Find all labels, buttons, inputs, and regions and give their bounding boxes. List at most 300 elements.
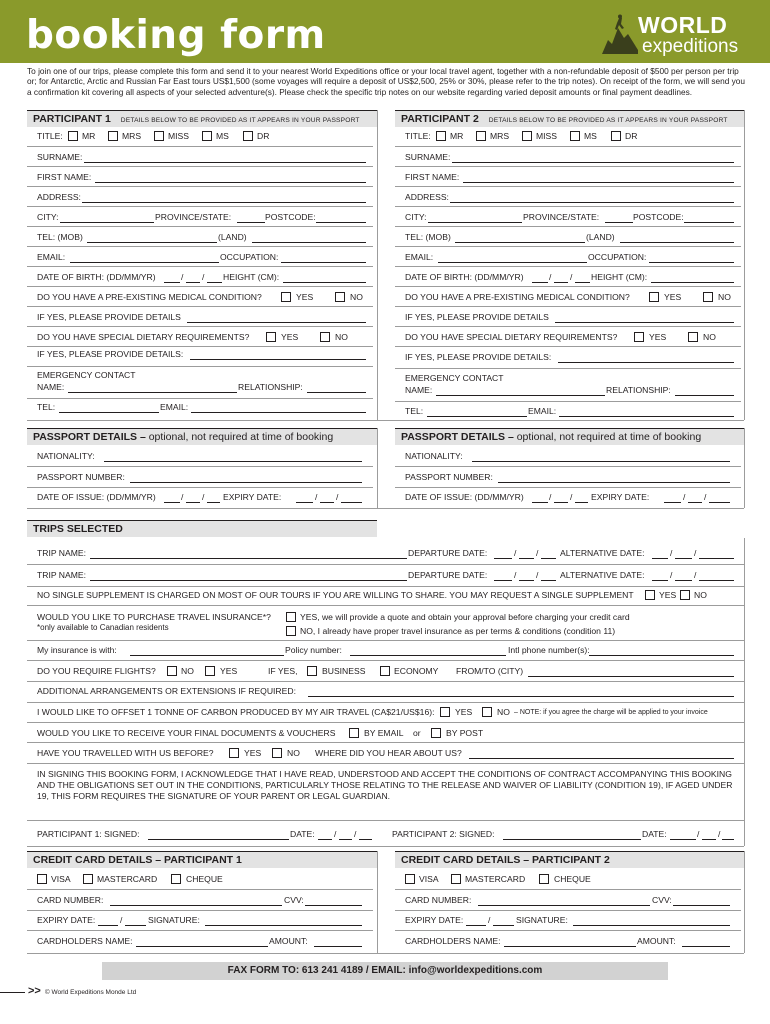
p2-cheque-checkbox[interactable]	[539, 874, 549, 884]
footer-rule	[0, 992, 25, 993]
field-label: ECONOMY	[394, 666, 439, 676]
row-divider	[395, 186, 741, 187]
field-label: /	[694, 570, 697, 580]
write-line[interactable]	[699, 558, 734, 559]
field-label: IF YES,	[268, 666, 298, 676]
field-label: DEPARTURE DATE:	[408, 548, 488, 558]
write-line[interactable]	[670, 839, 696, 840]
row-divider	[27, 930, 373, 931]
field-label: DATE OF BIRTH: (DD/MM/YR)	[37, 272, 156, 282]
field-label: /	[334, 829, 337, 839]
field-label: DEPARTURE DATE:	[408, 570, 488, 580]
row-divider	[27, 206, 373, 207]
field-label: NO	[335, 332, 348, 342]
field-label: YES	[659, 590, 677, 600]
write-line[interactable]	[455, 242, 585, 243]
write-line[interactable]	[59, 412, 159, 413]
field-label: NO	[350, 292, 363, 302]
write-line[interactable]	[532, 502, 548, 503]
trip-name-line-1[interactable]	[90, 558, 407, 559]
field-label: EXPIRY DATE:	[223, 492, 282, 502]
travelled-yes-checkbox[interactable]	[229, 748, 239, 758]
row-divider	[27, 266, 373, 267]
write-line[interactable]	[575, 282, 590, 283]
p1-diet-no-checkbox[interactable]	[320, 332, 330, 342]
business-checkbox[interactable]	[307, 666, 317, 676]
field-label: WOULD YOU LIKE TO RECEIVE YOUR FINAL DOCUMENTS & VOUCHERS	[37, 728, 336, 738]
field-label: (LAND)	[586, 232, 615, 242]
field-label: MISS	[168, 131, 190, 141]
row-divider	[395, 326, 741, 327]
write-line[interactable]	[70, 262, 219, 263]
logo-expeditions: expeditions	[642, 36, 739, 57]
p1-miss-checkbox[interactable]	[154, 131, 164, 141]
field-label: DO YOU HAVE SPECIAL DIETARY REQUIREMENTS?	[405, 332, 618, 342]
write-line[interactable]	[428, 222, 522, 223]
field-label: HEIGHT (CM):	[223, 272, 280, 282]
p1-mr-checkbox[interactable]	[68, 131, 78, 141]
field-label: IF YES, PLEASE PROVIDE DETAILS:	[405, 352, 552, 362]
p2-mastercard-checkbox[interactable]	[451, 874, 461, 884]
row-divider	[27, 246, 373, 247]
field-label: EMAIL:	[37, 252, 66, 262]
p2-signature-line[interactable]	[573, 925, 730, 926]
write-line[interactable]	[191, 412, 366, 413]
write-line[interactable]	[68, 392, 237, 393]
row-divider	[27, 564, 744, 565]
write-line[interactable]	[436, 395, 605, 396]
economy-checkbox[interactable]	[380, 666, 390, 676]
write-line[interactable]	[320, 502, 334, 503]
field-label: FROM/TO (CITY)	[456, 666, 524, 676]
field-label: SIGNATURE:	[516, 915, 568, 925]
field-label: CARD NUMBER:	[405, 895, 472, 905]
field-label: TEL: (MOB)	[405, 232, 451, 242]
field-label: /	[181, 272, 184, 282]
field-label: BY POST	[446, 728, 484, 738]
participant-heading: PARTICIPANT 1	[33, 113, 111, 125]
row-divider	[395, 346, 741, 347]
write-line[interactable]	[494, 558, 512, 559]
hear-about-us-line[interactable]	[469, 758, 734, 759]
p2-cardholder-line[interactable]	[504, 946, 636, 947]
p2-medical-yes-checkbox[interactable]	[649, 292, 659, 302]
intl-phone-line[interactable]	[589, 655, 734, 656]
field-label: EMAIL:	[528, 406, 557, 416]
field-label: ADDITIONAL ARRANGEMENTS OR EXTENSIONS IF REQUIRED:	[37, 686, 296, 696]
row-divider	[27, 146, 373, 147]
credit-heading: CREDIT CARD DETAILS – PARTICIPANT 1	[33, 854, 242, 866]
intro-text: To join one of our trips, please complete this form and send it to your nearest World Expeditions office or your local travel agent, together with a non-refundable deposit of $500 per person per trip or; for Antarctic, Arctic and Russian Far East tours US$1,500 (some voyages will require a deposit of US$2,500, 25% or 30%, please refer to the trip notes). On receipt of the form, we will send you a confirmation kit covering all aspects of your selected adventure(s). Please check the specific trip notes on our website regarding varied deposit amounts or final payment deadlines.	[27, 66, 746, 97]
row-divider	[27, 166, 373, 167]
field-label: IF YES, PLEASE PROVIDE DETAILS	[37, 312, 181, 322]
p1-title-label: TITLE:	[37, 131, 63, 141]
field-label: NAME:	[405, 385, 433, 395]
docs-post-checkbox[interactable]	[431, 728, 441, 738]
p2-surname-line[interactable]	[452, 162, 734, 163]
p1-mastercard-checkbox[interactable]	[83, 874, 93, 884]
p1-card-number-line[interactable]	[110, 905, 282, 906]
p2-ms-checkbox[interactable]	[570, 131, 580, 141]
write-line[interactable]	[98, 925, 118, 926]
field-label: TEL: (MOB)	[37, 232, 83, 242]
field-label: NATIONALITY:	[37, 451, 95, 461]
write-line[interactable]	[296, 502, 313, 503]
p2-passport-number-line[interactable]	[498, 482, 730, 483]
write-line[interactable]	[359, 839, 372, 840]
p1-mrs-checkbox[interactable]	[108, 131, 118, 141]
column-divider	[377, 110, 378, 420]
trip-name-line-2[interactable]	[90, 580, 407, 581]
field-label: PARTICIPANT 1: SIGNED:	[37, 829, 140, 839]
row-divider	[27, 640, 744, 641]
passport-heading: PASSPORT DETAILS –	[401, 431, 517, 443]
footer-arrows: >>	[28, 985, 41, 997]
field-label: /	[683, 492, 686, 502]
field-label: FIRST NAME:	[37, 172, 92, 182]
insurance-company-line[interactable]	[130, 655, 284, 656]
field-label: /	[514, 548, 517, 558]
p1-cardholder-line[interactable]	[136, 946, 268, 947]
logo-world: WORLD	[638, 12, 728, 38]
field-label: or	[413, 728, 421, 738]
p1-medical-yes-checkbox[interactable]	[281, 292, 291, 302]
row-divider	[395, 166, 741, 167]
field-label: EXPIRY DATE:	[37, 915, 96, 925]
field-label: WHERE DID YOU HEAR ABOUT US?	[315, 748, 462, 758]
write-line[interactable]	[519, 558, 534, 559]
write-line[interactable]	[699, 580, 734, 581]
write-line[interactable]	[125, 925, 146, 926]
field-label: PASSPORT NUMBER:	[37, 472, 125, 482]
write-line[interactable]	[87, 242, 217, 243]
docs-email-checkbox[interactable]	[349, 728, 359, 738]
field-label: DR	[257, 131, 270, 141]
field-label: MR	[450, 131, 464, 141]
p1-cvv-line[interactable]	[305, 905, 362, 906]
write-line[interactable]	[190, 359, 366, 360]
field-label: /	[488, 915, 491, 925]
row-divider	[395, 226, 741, 227]
write-line[interactable]	[675, 558, 692, 559]
field-label: HAVE YOU TRAVELLED WITH US BEFORE?	[37, 748, 214, 758]
field-label: NO	[694, 590, 707, 600]
write-line[interactable]	[207, 502, 220, 503]
write-line[interactable]	[620, 242, 734, 243]
column-divider	[377, 428, 378, 508]
p2-card-number-line[interactable]	[478, 905, 650, 906]
write-line[interactable]	[652, 558, 668, 559]
field-label: FIRST NAME:	[405, 172, 460, 182]
p1-signature-line[interactable]	[205, 925, 362, 926]
row-divider	[27, 702, 744, 703]
write-line[interactable]	[651, 282, 734, 283]
participant-heading: PARTICIPANT 2	[401, 113, 479, 125]
p1-cheque-checkbox[interactable]	[171, 874, 181, 884]
field-label: /	[670, 548, 673, 558]
field-label: YES	[664, 292, 682, 302]
p2-mr-checkbox[interactable]	[436, 131, 446, 141]
p1-signature-line[interactable]	[148, 839, 289, 840]
p2-miss-checkbox[interactable]	[522, 131, 532, 141]
p1-diet-yes-checkbox[interactable]	[266, 332, 276, 342]
field-label: EXPIRY DATE:	[591, 492, 650, 502]
field-label: YES, we will provide a quote and obtain your approval before charging your credit card	[300, 612, 630, 622]
field-label: DATE:	[642, 829, 667, 839]
field-label: /	[549, 272, 552, 282]
mountain-climber-icon	[602, 14, 638, 54]
row-divider	[27, 346, 373, 347]
row-divider	[395, 306, 741, 307]
write-line[interactable]	[187, 322, 366, 323]
p2-mrs-checkbox[interactable]	[476, 131, 486, 141]
write-line[interactable]	[186, 502, 200, 503]
write-line[interactable]	[684, 222, 734, 223]
field-label: ADDRESS:	[37, 192, 81, 202]
p2-dr-checkbox[interactable]	[611, 131, 621, 141]
write-line[interactable]	[318, 839, 332, 840]
row-divider	[395, 286, 741, 287]
field-label: – NOTE: if you agree the charge will be applied to your invoice	[514, 709, 708, 716]
field-label: SURNAME:	[405, 152, 451, 162]
p1-address-line[interactable]	[82, 202, 366, 203]
row-divider	[27, 398, 373, 399]
p1-ms-checkbox[interactable]	[202, 131, 212, 141]
write-line[interactable]	[307, 392, 366, 393]
write-line[interactable]	[164, 282, 180, 283]
p1-dr-checkbox[interactable]	[243, 131, 253, 141]
p2-amount-line[interactable]	[682, 946, 730, 947]
write-line[interactable]	[541, 580, 556, 581]
write-line[interactable]	[438, 262, 587, 263]
field-label: DATE:	[290, 829, 315, 839]
row-divider	[27, 508, 744, 509]
field-label: PROVINCE/STATE:	[523, 212, 600, 222]
field-label: RELATIONSHIP:	[238, 382, 303, 392]
fax-banner: FAX FORM TO: 613 241 4189 / EMAIL: info@worldexpeditions.com	[102, 962, 668, 980]
insurance-no-checkbox[interactable]	[286, 626, 296, 636]
p2-signature-line[interactable]	[503, 839, 641, 840]
field-label: MASTERCARD	[465, 874, 526, 884]
p1-passport-section	[27, 428, 377, 445]
field-label: /	[536, 548, 539, 558]
p2-visa-checkbox[interactable]	[405, 874, 415, 884]
field-label: NAME:	[37, 382, 65, 392]
row-divider	[27, 660, 744, 661]
p1-medical-no-checkbox[interactable]	[335, 292, 345, 302]
row-divider	[27, 487, 373, 488]
write-line[interactable]	[60, 222, 154, 223]
field-label: ALTERNATIVE DATE:	[560, 548, 645, 558]
row-divider	[395, 401, 741, 402]
write-line[interactable]	[605, 222, 633, 223]
field-label: NO SINGLE SUPPLEMENT IS CHARGED ON MOST OF OUR TOURS IF YOU ARE WILLING TO SHARE. YOU MAY REQUEST A SINGLE SUPPLEMENT	[37, 590, 634, 600]
row-divider	[27, 586, 744, 587]
write-line[interactable]	[709, 502, 730, 503]
write-line[interactable]	[675, 580, 692, 581]
field-label: BUSINESS	[322, 666, 366, 676]
write-line[interactable]	[164, 502, 180, 503]
field-label: DATE OF BIRTH: (DD/MM/YR)	[405, 272, 524, 282]
field-label: DO YOU REQUIRE FLIGHTS?	[37, 666, 156, 676]
from-to-line[interactable]	[528, 676, 734, 677]
field-label: SURNAME:	[37, 152, 83, 162]
write-line[interactable]	[494, 580, 512, 581]
write-line[interactable]	[559, 416, 734, 417]
write-line[interactable]	[702, 839, 716, 840]
row-divider	[27, 846, 744, 847]
field-label: DO YOU HAVE SPECIAL DIETARY REQUIREMENTS?	[37, 332, 250, 342]
field-label: DO YOU HAVE A PRE-EXISTING MEDICAL CONDITION?	[37, 292, 262, 302]
write-line[interactable]	[688, 502, 702, 503]
p1-surname-line[interactable]	[84, 162, 366, 163]
write-line[interactable]	[466, 925, 486, 926]
write-line[interactable]	[252, 242, 366, 243]
field-label: MR	[82, 131, 96, 141]
p2-medical-no-checkbox[interactable]	[703, 292, 713, 302]
p2-diet-yes-checkbox[interactable]	[634, 332, 644, 342]
travelled-no-checkbox[interactable]	[272, 748, 282, 758]
p1-visa-checkbox[interactable]	[37, 874, 47, 884]
field-label: NO	[287, 748, 300, 758]
row-divider	[27, 910, 373, 911]
field-label: YES	[649, 332, 667, 342]
field-label: CHEQUE	[554, 874, 591, 884]
field-label: CITY:	[37, 212, 59, 222]
p2-first-name-line[interactable]	[463, 182, 734, 183]
row-divider	[27, 466, 373, 467]
field-label: NO, I already have proper travel insurance as per terms & conditions (condition 11)	[300, 626, 616, 636]
row-divider	[395, 930, 741, 931]
passport-note: DETAILS BELOW TO BE PROVIDED AS IT APPEARS IN YOUR PASSPORT	[120, 117, 360, 124]
write-line[interactable]	[186, 282, 200, 283]
write-line[interactable]	[554, 502, 568, 503]
p2-title-label: TITLE:	[405, 131, 431, 141]
field-label: YES	[296, 292, 314, 302]
policy-number-line[interactable]	[350, 655, 506, 656]
p2-address-line[interactable]	[450, 202, 734, 203]
trips-heading: TRIPS SELECTED	[33, 523, 123, 535]
write-line[interactable]	[283, 282, 366, 283]
field-label: PROVINCE/STATE:	[155, 212, 232, 222]
row-divider	[395, 266, 741, 267]
write-line[interactable]	[664, 502, 681, 503]
write-line[interactable]	[532, 282, 548, 283]
write-line[interactable]	[675, 395, 734, 396]
column-divider	[744, 851, 745, 953]
column-divider	[744, 538, 745, 846]
row-divider	[27, 366, 373, 367]
write-line[interactable]	[427, 416, 527, 417]
write-line[interactable]	[341, 502, 362, 503]
write-line[interactable]	[554, 282, 568, 283]
additional-arrangements-line[interactable]	[308, 696, 734, 697]
single-supplement-no-checkbox[interactable]	[680, 590, 690, 600]
field-label: CARDHOLDERS NAME:	[37, 936, 133, 946]
write-line[interactable]	[575, 502, 588, 503]
write-line[interactable]	[652, 580, 668, 581]
insurance-yes-checkbox[interactable]	[286, 612, 296, 622]
field-label: TRIP NAME:	[37, 570, 87, 580]
p2-diet-no-checkbox[interactable]	[688, 332, 698, 342]
field-label: HEIGHT (CM):	[591, 272, 648, 282]
field-label: *only available to Canadian residents	[37, 623, 169, 632]
field-label: VISA	[419, 874, 439, 884]
write-line[interactable]	[281, 262, 366, 263]
row-divider	[27, 605, 744, 606]
field-label: MS	[216, 131, 229, 141]
page-title: booking form	[26, 13, 326, 58]
flights-yes-checkbox[interactable]	[205, 666, 215, 676]
field-label: MRS	[490, 131, 510, 141]
write-line[interactable]	[558, 362, 734, 363]
p2-nationality-line[interactable]	[472, 461, 730, 462]
write-line[interactable]	[555, 322, 734, 323]
write-line[interactable]	[519, 580, 534, 581]
p1-amount-line[interactable]	[314, 946, 362, 947]
carbon-no-checkbox[interactable]	[482, 707, 492, 717]
field-label: NO	[497, 707, 510, 717]
field-label: OCCUPATION:	[588, 252, 647, 262]
row-divider	[395, 910, 741, 911]
field-label: BY EMAIL	[364, 728, 404, 738]
field-label: /	[336, 492, 339, 502]
field-label: /	[202, 272, 205, 282]
field-label: IF YES, PLEASE PROVIDE DETAILS:	[37, 349, 184, 359]
field-label: NO	[181, 666, 194, 676]
field-label: EXPIRY DATE:	[405, 915, 464, 925]
field-label: CARDHOLDERS NAME:	[405, 936, 501, 946]
p1-nationality-line[interactable]	[104, 461, 362, 462]
column-divider	[744, 428, 745, 508]
field-label: SIGNATURE:	[148, 915, 200, 925]
row-divider	[395, 206, 741, 207]
write-line[interactable]	[207, 282, 222, 283]
single-supplement-yes-checkbox[interactable]	[645, 590, 655, 600]
field-label: (LAND)	[218, 232, 247, 242]
column-divider	[744, 110, 745, 420]
passport-heading-note: optional, not required at time of booking	[148, 431, 334, 443]
field-label: OCCUPATION:	[220, 252, 279, 262]
write-line[interactable]	[316, 222, 366, 223]
p1-first-name-line[interactable]	[95, 182, 366, 183]
field-label: MASTERCARD	[97, 874, 158, 884]
field-label: /	[718, 829, 721, 839]
write-line[interactable]	[541, 558, 556, 559]
field-label: My insurance is with:	[37, 645, 117, 655]
row-divider	[395, 487, 741, 488]
consent-statement: IN SIGNING THIS BOOKING FORM, I ACKNOWLEDGE THAT I HAVE READ, UNDERSTOOD AND ACCEPT THE CONDITIONS OF CONTRACT ACCOMPANYING THIS BOOKING AND THE OBLIGATIONS SET OUT IN THE CONDITIONS, PARTICULARLY THOSE RELATING TO THE RELEASE AND WAIVER OF LIABILITY (CONDITION 19), IF AGED UNDER 19, THIS FORM REQUIRES THE SIGNATURE OF YOUR PARENT OR LEGAL GUARDIAN.	[37, 769, 733, 801]
write-line[interactable]	[493, 925, 514, 926]
p1-passport-number-line[interactable]	[130, 482, 362, 483]
world-expeditions-logo	[602, 12, 752, 60]
field-label: EMAIL:	[160, 402, 189, 412]
write-line[interactable]	[237, 222, 265, 223]
row-divider	[27, 286, 373, 287]
row-divider	[27, 226, 373, 227]
p2-participant-section	[395, 110, 745, 127]
write-line[interactable]	[339, 839, 352, 840]
p2-cvv-line[interactable]	[673, 905, 730, 906]
field-label: DATE OF ISSUE: (DD/MM/YR)	[37, 492, 156, 502]
flights-no-checkbox[interactable]	[167, 666, 177, 676]
carbon-yes-checkbox[interactable]	[440, 707, 450, 717]
p1-credit-section	[27, 851, 377, 868]
write-line[interactable]	[722, 839, 734, 840]
write-line[interactable]	[649, 262, 734, 263]
field-label: TEL:	[405, 406, 424, 416]
row-divider	[395, 246, 741, 247]
